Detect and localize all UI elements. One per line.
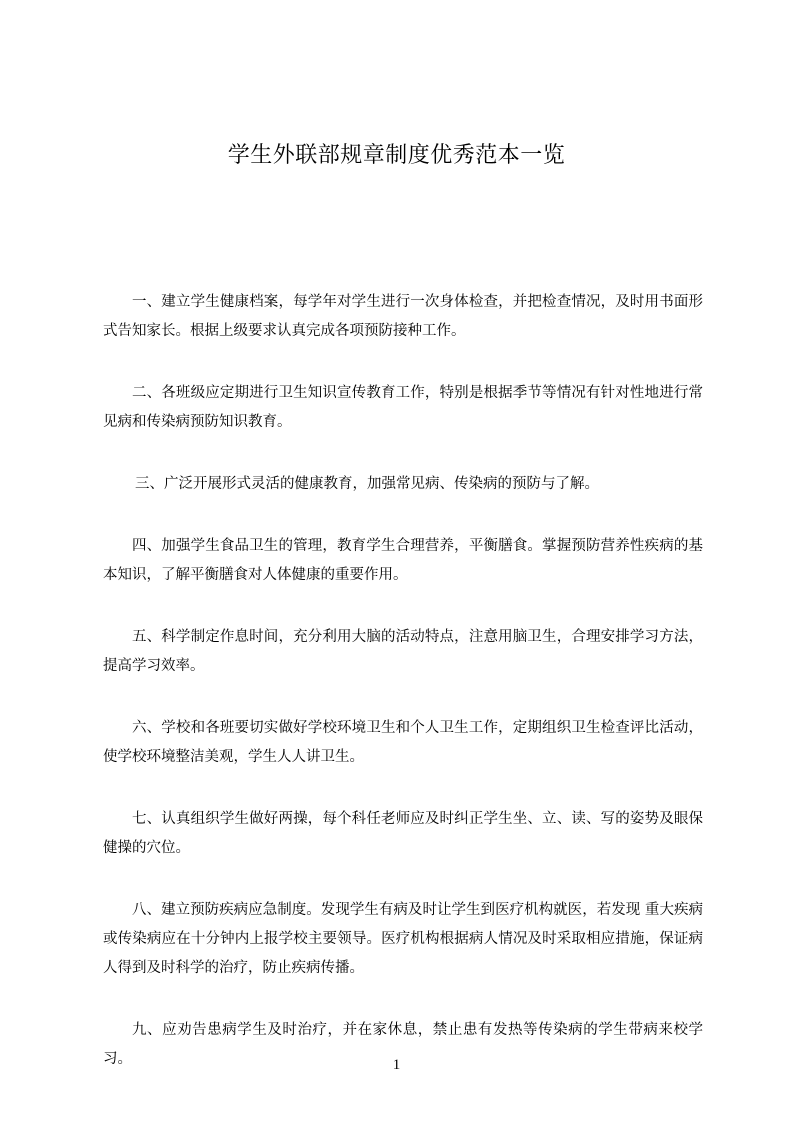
document-body [103, 288, 703, 1107]
paragraph-6: 六、学校和各班要切实做好学校环境卫生和个人卫生工作，定期组织卫生检查评比活动，使学校环境整洁美观，学生人人讲卫生。 [103, 720, 703, 765]
paragraph-8: 八、建立预防疾病应急制度。发现学生有病及时让学生到医疗机构就医，若发现 重大疾病或传染病应在十分钟内上报学校主要领导。医疗机构根据病人情况及时采取相应措施，保证病人得到及时科学的治疗，防止疾病传播。 [103, 902, 703, 976]
paragraph-5: 五、科学制定作息时间，充分利用大脑的活动特点，注意用脑卫生，合理安排学习方法，提高学习效率。 [103, 629, 703, 674]
paragraph-9: 九、应劝告患病学生及时治疗，并在家休息，禁止患有发热等传染病的学生带病来校学习。 [103, 1022, 703, 1067]
page-number: 1 [392, 1057, 401, 1073]
paragraph-2: 二、各班级应定期进行卫生知识宣传教育工作，特别是根据季节等情况有针对性地进行常见病和传染病预防知识教育。 [103, 385, 703, 430]
paragraph-1: 一、建立学生健康档案，每学年对学生进行一次身体检查，并把检查情况，及时用书面形式告知家长。根据上级要求认真完成各项预防接种工作。 [103, 294, 703, 339]
page-title: 学生外联部规章制度优秀范本一览 [227, 143, 566, 168]
paragraph-4: 四、加强学生食品卫生的管理，教育学生合理营养，平衡膳食。掌握预防营养性疾病的基本知识，了解平衡膳食对人体健康的重要作用。 [103, 538, 703, 583]
paragraph-7: 七、认真组织学生做好两操，每个科任老师应及时纠正学生坐、立、读、写的姿势及眼保健操的穴位。 [103, 811, 703, 856]
paragraph-3: 三、广泛开展形式灵活的健康教育，加强常见病、传染病的预防与了解。 [135, 476, 599, 492]
